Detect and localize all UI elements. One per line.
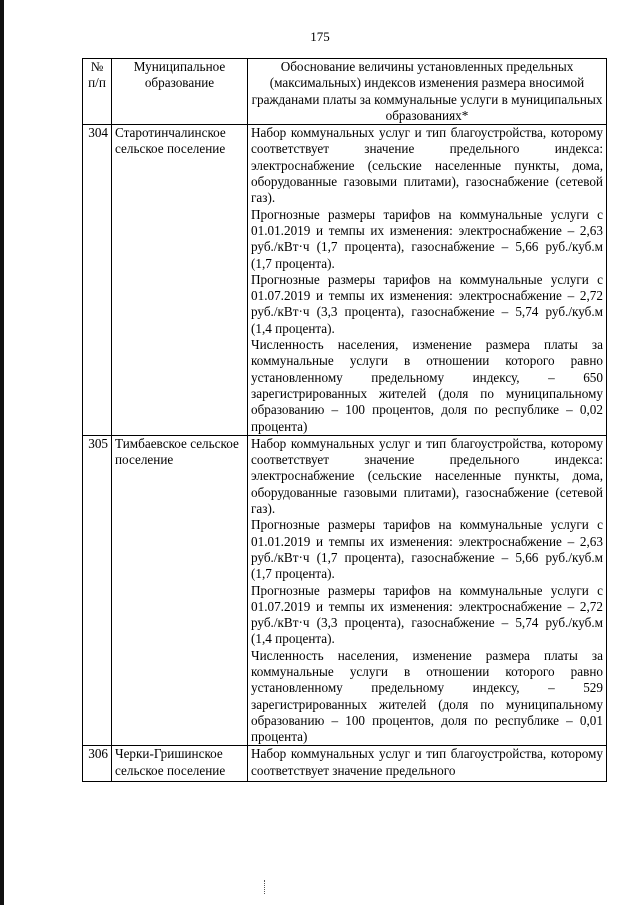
row-number: 304 <box>83 125 112 436</box>
row-number: 306 <box>83 746 112 782</box>
paragraph-tariffs-july: Прогнозные размеры тарифов на коммунальные услуги с 01.07.2019 и темпы их изменения: электроснабжение – 2,72 руб./кВт·ч (3,3 процента), газоснабжение – 5,74 руб./куб.м (1,4 процента). <box>251 271 603 336</box>
paragraph-tariffs-january: Прогнозные размеры тарифов на коммунальные услуги с 01.01.2019 и темпы их изменения: электроснабжение – 2,63 руб./кВт·ч (1,7 процента), газоснабжение – 5,66 руб./куб.м (1,7 процента). <box>251 517 603 582</box>
row-municipality: Черки-Гришинское сельское поселение <box>112 746 248 782</box>
table-header-row <box>83 59 607 125</box>
paragraph-utility-set: Набор коммунальных услуг и тип благоустройства, которому соответствует значение предельного индекса: электроснабжение (сельские населенные пункты, дома, оборудованные газовыми плитами), газоснабжение (сетевой газ). <box>251 435 603 517</box>
header-justification: Обоснование величины установленных предельных (максимальных) индексов изменения размера вносимой гражданами платы за коммунальные услуги в муниципальных образованиях* <box>248 59 607 125</box>
header-municipality: Муниципальное образование <box>112 59 248 125</box>
header-num: № п/п <box>83 59 112 125</box>
paragraph-utility-set: Набор коммунальных услуг и тип благоустройства, которому соответствует значение предельного индекса: электроснабжение (сельские населенные пункты, дома, оборудованные газовыми плитами), газоснабжение (сетевой газ). <box>251 125 603 206</box>
paragraph-tariffs-july: Прогнозные размеры тарифов на коммунальные услуги с 01.07.2019 и темпы их изменения: электроснабжение – 2,72 руб./кВт·ч (3,3 процента), газоснабжение – 5,74 руб./куб.м (1,4 процента). <box>251 582 603 647</box>
row-number: 305 <box>83 435 112 746</box>
table-row <box>83 746 607 782</box>
row-municipality: Старотинчалинское сельское поселение <box>112 125 248 436</box>
paragraph-tariffs-january: Прогнозные размеры тарифов на коммунальные услуги с 01.01.2019 и темпы их изменения: электроснабжение – 2,63 руб./кВт·ч (1,7 процента), газоснабжение – 5,66 руб./куб.м (1,7 процента). <box>251 206 603 271</box>
scan-edge <box>0 0 4 905</box>
tariff-index-table <box>82 58 607 782</box>
page-number: 175 <box>310 29 330 44</box>
table-row <box>83 125 607 436</box>
paragraph-population: Численность населения, изменение размера платы за коммунальные услуги в отношении которого равно установленному предельному индексу, – 650 зарегистрированных жителей (доля по муниципальному образованию – 100 процентов, доля по республике – 0,02 процента) <box>251 337 603 434</box>
scan-mark <box>264 880 267 894</box>
row-justification <box>248 125 607 436</box>
paragraph-utility-set: Набор коммунальных услуг и тип благоустройства, которому соответствует значение предельного <box>251 746 603 778</box>
row-justification <box>248 746 607 782</box>
table-row <box>83 435 607 746</box>
row-municipality: Тимбаевское сельское поселение <box>112 435 248 746</box>
row-justification <box>248 435 607 746</box>
paragraph-population: Численность населения, изменение размера платы за коммунальные услуги в отношении которого равно установленному предельному индексу, – 529 зарегистрированных жителей (доля по муниципальному образованию – 100 процентов, доля по республике – 0,01 процента) <box>251 647 603 745</box>
